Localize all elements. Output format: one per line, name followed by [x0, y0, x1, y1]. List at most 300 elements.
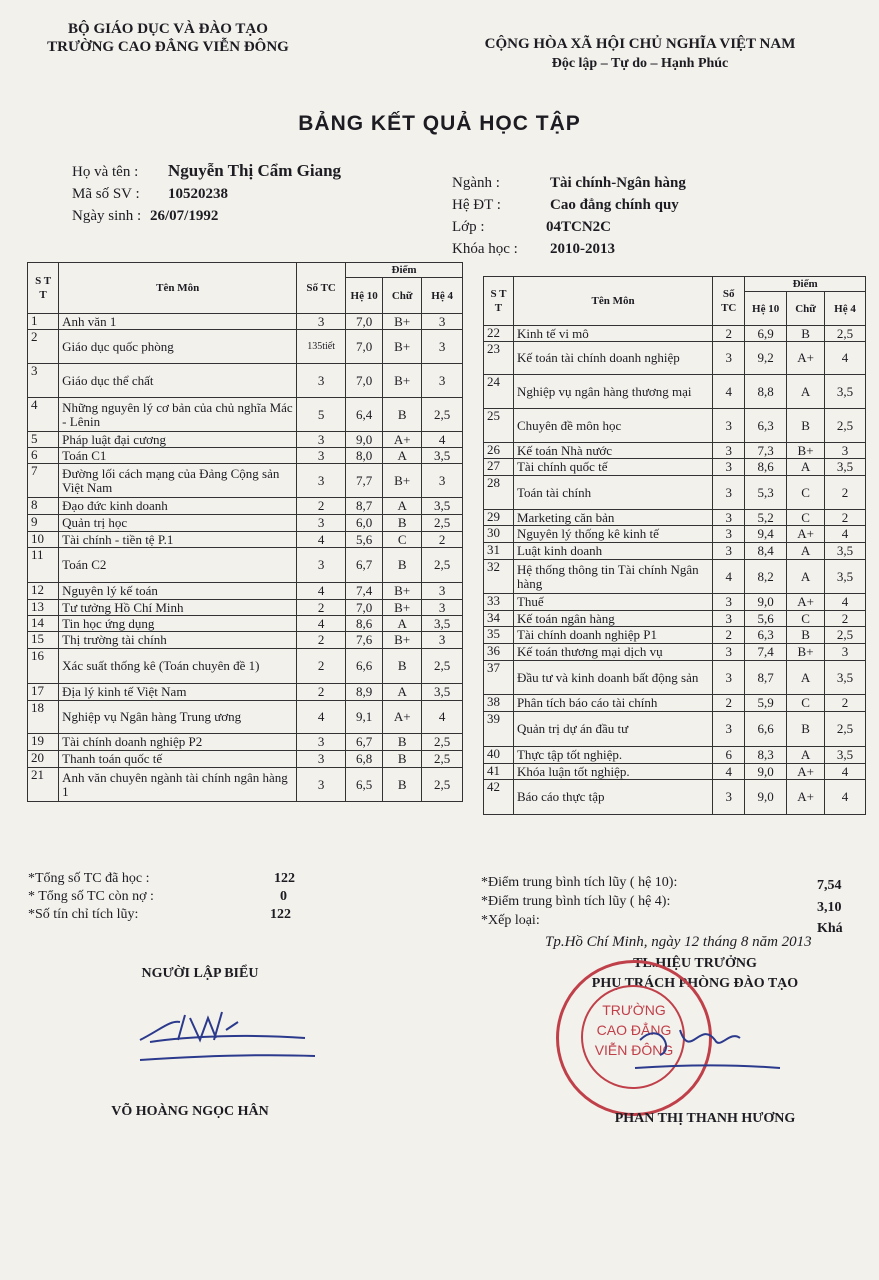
owed-credits-label: * Tổng số TC còn nợ :: [28, 889, 154, 904]
row-grade-h4: 2: [825, 510, 866, 526]
row-credits: 3: [297, 464, 346, 498]
row-subject: Tài chính quốc tế: [513, 459, 712, 476]
row-grade-h10: 9,2: [745, 342, 787, 375]
table-row: [484, 695, 866, 712]
rector-role-line-2: PHỤ TRÁCH PHÒNG ĐÀO TẠO: [591, 976, 799, 991]
row-credits: 2: [297, 498, 346, 515]
row-grade-letter: B: [383, 398, 422, 432]
row-grade-h4: 3: [825, 644, 866, 661]
row-grade-letter: B: [383, 515, 422, 532]
table-row: [28, 751, 463, 768]
row-stt: 23: [484, 342, 514, 375]
row-grade-h10: 8,8: [745, 375, 787, 409]
header-stt: S T T: [28, 263, 59, 314]
row-stt: 13: [28, 600, 59, 616]
student-program: Cao đẳng chính quy: [550, 197, 679, 213]
table-row: [28, 464, 463, 498]
table-row: [484, 594, 866, 611]
row-credits: 2: [713, 695, 745, 712]
gpa4-value: 3,10: [817, 900, 842, 915]
table-row: [484, 611, 866, 627]
row-grade-letter: A: [787, 543, 825, 560]
row-grade-letter: A+: [787, 764, 825, 780]
header-h10: Hệ 10: [745, 292, 787, 326]
header-credits: Số TC: [297, 263, 346, 314]
row-credits: 3: [713, 459, 745, 476]
row-grade-letter: B: [383, 649, 422, 684]
table-row: [28, 432, 463, 448]
total-credits-value: 122: [274, 871, 295, 886]
row-credits: 3: [297, 314, 346, 330]
row-subject: Thanh toán quốc tế: [59, 751, 297, 768]
row-credits: 3: [297, 548, 346, 583]
row-grade-h10: 8,7: [745, 661, 787, 695]
row-grade-letter: B+: [383, 600, 422, 616]
table-row: [28, 515, 463, 532]
row-stt: 37: [484, 661, 514, 695]
gpa10-value: 7,54: [817, 878, 842, 893]
rector-role-line-1: TL.HIỆU TRƯỞNG: [633, 956, 757, 971]
row-stt: 36: [484, 644, 514, 661]
row-grade-h10: 8,2: [745, 560, 787, 594]
row-grade-h10: 7,0: [346, 330, 383, 364]
row-grade-letter: A+: [787, 342, 825, 375]
row-subject: Nguyên lý thống kê kinh tế: [513, 526, 712, 543]
row-credits: 3: [297, 432, 346, 448]
row-grade-letter: C: [787, 510, 825, 526]
row-grade-h10: 7,3: [745, 443, 787, 459]
issuer-name: VÕ HOÀNG NGỌC HÂN: [111, 1104, 269, 1119]
row-stt: 27: [484, 459, 514, 476]
row-subject: Toán C1: [59, 448, 297, 464]
row-grade-h10: 6,6: [745, 712, 787, 747]
row-credits: 3: [713, 611, 745, 627]
row-credits: 3: [297, 515, 346, 532]
student-class: 04TCN2C: [546, 219, 612, 235]
row-subject: Marketing căn bản: [513, 510, 712, 526]
row-subject: Giáo dục quốc phòng: [59, 330, 297, 364]
row-grade-h4: 2: [825, 476, 866, 510]
row-grade-letter: B+: [383, 364, 422, 398]
row-stt: 39: [484, 712, 514, 747]
row-subject: Đầu tư và kinh doanh bất động sản: [513, 661, 712, 695]
row-grade-h4: 3: [422, 464, 463, 498]
row-stt: 20: [28, 751, 59, 768]
row-grade-letter: B+: [383, 583, 422, 600]
row-credits: 2: [297, 632, 346, 649]
row-grade-letter: A+: [383, 432, 422, 448]
row-credits: 3: [297, 751, 346, 768]
row-stt: 8: [28, 498, 59, 515]
rank-label: *Xếp loại:: [481, 913, 540, 928]
row-subject: Tài chính doanh nghiệp P2: [59, 734, 297, 751]
row-grade-letter: C: [383, 532, 422, 548]
row-subject: Kế toán thương mại dịch vụ: [513, 644, 712, 661]
rank-value: Khá: [817, 921, 843, 936]
row-credits: 3: [713, 644, 745, 661]
row-grade-h10: 9,4: [745, 526, 787, 543]
row-grade-letter: B+: [787, 443, 825, 459]
row-grade-h4: 4: [825, 526, 866, 543]
gpa-summary: [481, 874, 851, 936]
table-row: [484, 780, 866, 815]
row-grade-letter: A+: [383, 701, 422, 734]
row-grade-h4: 2,5: [825, 712, 866, 747]
row-grade-h4: 3,5: [825, 747, 866, 764]
row-grade-h10: 6,4: [346, 398, 383, 432]
row-subject: Kinh tế vi mô: [513, 326, 712, 342]
row-stt: 1: [28, 314, 59, 330]
table-row: [484, 644, 866, 661]
row-subject: Tài chính - tiền tệ P.1: [59, 532, 297, 548]
seal-line-1: TRƯỜNG: [602, 1002, 666, 1018]
row-credits: 3: [713, 443, 745, 459]
row-subject: Quản trị học: [59, 515, 297, 532]
row-subject: Kế toán tài chính doanh nghiệp: [513, 342, 712, 375]
row-stt: 22: [484, 326, 514, 342]
row-grade-letter: C: [787, 695, 825, 712]
national-header: [440, 34, 840, 74]
header-grade: Điểm: [346, 263, 463, 278]
row-grade-letter: B+: [383, 464, 422, 498]
row-grade-h4: 2,5: [422, 768, 463, 802]
row-grade-letter: A+: [787, 780, 825, 815]
seal-line-2: CAO ĐẲNG: [596, 1022, 672, 1038]
row-credits: 4: [297, 532, 346, 548]
grades-table-right: [483, 276, 866, 815]
row-grade-h10: 5,3: [745, 476, 787, 510]
credit-summary: [28, 870, 308, 924]
row-stt: 16: [28, 649, 59, 684]
total-credits-label: *Tổng số TC đã học :: [28, 871, 150, 886]
row-credits: 3: [713, 594, 745, 611]
grades-table-left: [27, 262, 463, 802]
row-subject: Phân tích báo cáo tài chính: [513, 695, 712, 712]
row-credits: 3: [713, 409, 745, 443]
header-letter: Chữ: [383, 278, 422, 314]
row-subject: Thực tập tốt nghiệp.: [513, 747, 712, 764]
row-stt: 14: [28, 616, 59, 632]
row-stt: 33: [484, 594, 514, 611]
row-grade-h4: 2,5: [422, 649, 463, 684]
row-subject: Báo cáo thực tập: [513, 780, 712, 815]
table-row: [484, 526, 866, 543]
row-credits: 3: [297, 364, 346, 398]
row-subject: Thuế: [513, 594, 712, 611]
row-stt: 7: [28, 464, 59, 498]
row-grade-letter: B+: [383, 632, 422, 649]
row-grade-letter: A: [787, 560, 825, 594]
document-title: BẢNG KẾT QUẢ HỌC TẬP: [298, 112, 581, 135]
row-credits: 5: [297, 398, 346, 432]
row-grade-h4: 2,5: [422, 398, 463, 432]
row-credits: 4: [297, 583, 346, 600]
row-stt: 38: [484, 695, 514, 712]
row-grade-h4: 3: [422, 364, 463, 398]
row-grade-letter: A: [383, 448, 422, 464]
row-subject: Địa lý kinh tế Việt Nam: [59, 684, 297, 701]
row-credits: 3: [713, 476, 745, 510]
row-credits: 2: [713, 326, 745, 342]
row-grade-letter: B: [787, 627, 825, 644]
table-row: [28, 314, 463, 330]
row-grade-h4: 3: [422, 583, 463, 600]
table-row: [28, 649, 463, 684]
row-grade-letter: B: [787, 326, 825, 342]
dob-label: Ngày sinh :: [72, 208, 142, 224]
row-subject: Tài chính doanh nghiệp P1: [513, 627, 712, 644]
row-stt: 42: [484, 780, 514, 815]
table-row: [28, 583, 463, 600]
row-stt: 25: [484, 409, 514, 443]
row-grade-h10: 6,7: [346, 734, 383, 751]
course-label: Khóa học :: [452, 241, 518, 257]
row-grade-h10: 5,2: [745, 510, 787, 526]
student-dob: 26/07/1992: [150, 208, 219, 224]
table-row: [484, 764, 866, 780]
row-grade-h10: 8,0: [346, 448, 383, 464]
row-grade-h10: 8,3: [745, 747, 787, 764]
row-grade-letter: A: [383, 684, 422, 701]
row-stt: 32: [484, 560, 514, 594]
table-row: [484, 627, 866, 644]
row-subject: Khóa luận tốt nghiệp.: [513, 764, 712, 780]
row-grade-h4: 3,5: [825, 459, 866, 476]
row-grade-h4: 3: [422, 330, 463, 364]
row-stt: 11: [28, 548, 59, 583]
table-row: [484, 375, 866, 409]
row-subject: Anh văn 1: [59, 314, 297, 330]
row-grade-h10: 8,4: [745, 543, 787, 560]
table-row: [28, 632, 463, 649]
row-stt: 28: [484, 476, 514, 510]
row-stt: 12: [28, 583, 59, 600]
table-row: [28, 616, 463, 632]
row-grade-h4: 3: [825, 443, 866, 459]
row-grade-h4: 4: [825, 780, 866, 815]
row-stt: 29: [484, 510, 514, 526]
rector-signature: [620, 1010, 790, 1080]
row-grade-h4: 2: [825, 695, 866, 712]
table-row: [28, 684, 463, 701]
row-grade-h4: 3,5: [422, 498, 463, 515]
student-info-left: [72, 160, 341, 227]
republic-name: CỘNG HÒA XÃ HỘI CHỦ NGHĨA VIỆT NAM: [484, 36, 796, 52]
row-credits: 3: [713, 712, 745, 747]
row-credits: 2: [297, 600, 346, 616]
table-row: [28, 448, 463, 464]
table-row: [484, 476, 866, 510]
student-course: 2010-2013: [550, 241, 615, 257]
program-label: Hệ ĐT :: [452, 197, 501, 213]
row-subject: Nghiệp vụ Ngân hàng Trung ương: [59, 701, 297, 734]
row-grade-h10: 7,4: [346, 583, 383, 600]
issuer-role: NGƯỜI LẬP BIỂU: [141, 966, 259, 981]
table-row: [28, 548, 463, 583]
row-grade-h10: 9,0: [745, 780, 787, 815]
major-label: Ngành :: [452, 175, 500, 191]
row-credits: 3: [713, 526, 745, 543]
row-credits: 2: [713, 627, 745, 644]
student-major: Tài chính-Ngân hàng: [550, 175, 686, 191]
row-credits: 3: [297, 448, 346, 464]
row-subject: Những nguyên lý cơ bản của chủ nghĩa Mác - Lênin: [59, 398, 297, 432]
row-grade-h4: 4: [825, 764, 866, 780]
row-subject: Nguyên lý kế toán: [59, 583, 297, 600]
row-credits: 3: [297, 768, 346, 802]
row-credits: 4: [297, 616, 346, 632]
row-grade-letter: C: [787, 611, 825, 627]
row-stt: 40: [484, 747, 514, 764]
table-row: [484, 661, 866, 695]
row-grade-h4: 3,5: [825, 661, 866, 695]
row-subject: Thị trường tài chính: [59, 632, 297, 649]
row-grade-h10: 7,6: [346, 632, 383, 649]
row-stt: 35: [484, 627, 514, 644]
row-grade-h10: 6,3: [745, 627, 787, 644]
row-grade-h10: 5,6: [346, 532, 383, 548]
row-grade-h4: 3,5: [825, 560, 866, 594]
seal-line-3: VIỄN ĐÔNG: [594, 1042, 674, 1058]
row-grade-letter: A: [787, 375, 825, 409]
row-grade-h10: 7,0: [346, 314, 383, 330]
header-stt: S T T: [484, 277, 514, 326]
row-grade-h10: 8,6: [745, 459, 787, 476]
row-subject: Tin học ứng dụng: [59, 616, 297, 632]
row-grade-letter: A: [787, 747, 825, 764]
row-grade-letter: B+: [383, 314, 422, 330]
row-grade-h4: 3,5: [422, 448, 463, 464]
row-grade-h4: 3: [422, 314, 463, 330]
row-grade-h4: 2,5: [825, 409, 866, 443]
row-grade-h4: 4: [422, 701, 463, 734]
row-grade-h10: 7,4: [745, 644, 787, 661]
row-grade-h4: 3,5: [825, 543, 866, 560]
table-row: [28, 768, 463, 802]
row-subject: Tư tưởng Hồ Chí Minh: [59, 600, 297, 616]
row-grade-letter: B+: [383, 330, 422, 364]
row-grade-letter: A: [787, 459, 825, 476]
row-grade-h10: 9,1: [346, 701, 383, 734]
row-grade-h10: 7,0: [346, 364, 383, 398]
row-subject: Đạo đức kinh doanh: [59, 498, 297, 515]
row-stt: 9: [28, 515, 59, 532]
row-subject: Quản trị dự án đầu tư: [513, 712, 712, 747]
row-grade-h4: 3: [422, 632, 463, 649]
row-grade-h10: 8,9: [346, 684, 383, 701]
row-grade-h10: 9,0: [745, 764, 787, 780]
row-stt: 21: [28, 768, 59, 802]
row-stt: 17: [28, 684, 59, 701]
gpa10-label: *Điểm trung bình tích lũy ( hệ 10):: [481, 875, 678, 890]
row-subject: Chuyên đề môn học: [513, 409, 712, 443]
row-subject: Đường lối cách mạng của Đảng Cộng sản Việt Nam: [59, 464, 297, 498]
row-grade-h4: 3,5: [825, 375, 866, 409]
row-grade-h10: 6,7: [346, 548, 383, 583]
row-grade-h10: 6,0: [346, 515, 383, 532]
row-grade-letter: A+: [787, 526, 825, 543]
row-stt: 19: [28, 734, 59, 751]
student-name: Nguyễn Thị Cẩm Giang: [168, 161, 342, 180]
student-info-right: [452, 172, 686, 260]
rector-name: PHAN THỊ THANH HƯƠNG: [614, 1111, 796, 1126]
row-credits: 3: [713, 342, 745, 375]
table-row: [484, 326, 866, 342]
row-grade-h10: 5,6: [745, 611, 787, 627]
row-stt: 26: [484, 443, 514, 459]
row-grade-h10: 6,8: [346, 751, 383, 768]
row-stt: 2: [28, 330, 59, 364]
row-stt: 3: [28, 364, 59, 398]
ministry-name: BỘ GIÁO DỤC VÀ ĐÀO TẠO: [68, 21, 268, 37]
national-motto: Độc lập – Tự do – Hạnh Phúc: [551, 56, 729, 71]
row-grade-h10: 6,9: [745, 326, 787, 342]
row-credits: 4: [713, 375, 745, 409]
row-subject: Nghiệp vụ ngân hàng thương mại: [513, 375, 712, 409]
row-credits: 3: [713, 661, 745, 695]
row-grade-h4: 2: [422, 532, 463, 548]
row-stt: 15: [28, 632, 59, 649]
table-row: [28, 532, 463, 548]
row-grade-h4: 2,5: [422, 751, 463, 768]
class-label: Lớp :: [452, 219, 485, 235]
row-grade-h10: 6,5: [346, 768, 383, 802]
row-grade-h10: 6,3: [745, 409, 787, 443]
row-grade-letter: B: [383, 734, 422, 751]
name-label: Họ và tên :: [72, 164, 139, 180]
row-grade-letter: A+: [787, 594, 825, 611]
row-stt: 34: [484, 611, 514, 627]
header-grade: Điểm: [745, 277, 866, 292]
accumulated-credits-label: *Số tín chỉ tích lũy:: [28, 907, 139, 922]
row-grade-h4: 3,5: [422, 684, 463, 701]
row-stt: 18: [28, 701, 59, 734]
row-subject: Kế toán ngân hàng: [513, 611, 712, 627]
header-subject: Tên Môn: [513, 277, 712, 326]
row-grade-h10: 8,6: [346, 616, 383, 632]
row-grade-h4: 2: [825, 611, 866, 627]
row-grade-h4: 4: [422, 432, 463, 448]
row-credits: 3: [713, 543, 745, 560]
row-grade-letter: A: [383, 616, 422, 632]
row-subject: Kế toán Nhà nước: [513, 443, 712, 459]
row-subject: Toán C2: [59, 548, 297, 583]
row-grade-h10: 9,0: [346, 432, 383, 448]
issuer-signature: [130, 1000, 330, 1070]
row-stt: 41: [484, 764, 514, 780]
row-credits: 135tiết: [297, 330, 346, 364]
row-grade-letter: B: [383, 548, 422, 583]
row-grade-h4: 2,5: [422, 548, 463, 583]
header-subject: Tên Môn: [59, 263, 297, 314]
row-grade-h4: 2,5: [422, 734, 463, 751]
header-letter: Chữ: [787, 292, 825, 326]
table-row: [28, 330, 463, 364]
table-row: [28, 734, 463, 751]
row-subject: Giáo dục thể chất: [59, 364, 297, 398]
row-stt: 5: [28, 432, 59, 448]
accumulated-credits-value: 122: [270, 907, 291, 922]
row-grade-letter: C: [787, 476, 825, 510]
header-credits: Số TC: [713, 277, 745, 326]
row-credits: 3: [713, 510, 745, 526]
table-row: [28, 398, 463, 432]
student-id: 10520238: [168, 186, 228, 202]
row-grade-h10: 5,9: [745, 695, 787, 712]
issuing-org: [18, 20, 318, 56]
row-grade-letter: A: [787, 661, 825, 695]
row-grade-letter: B: [383, 768, 422, 802]
